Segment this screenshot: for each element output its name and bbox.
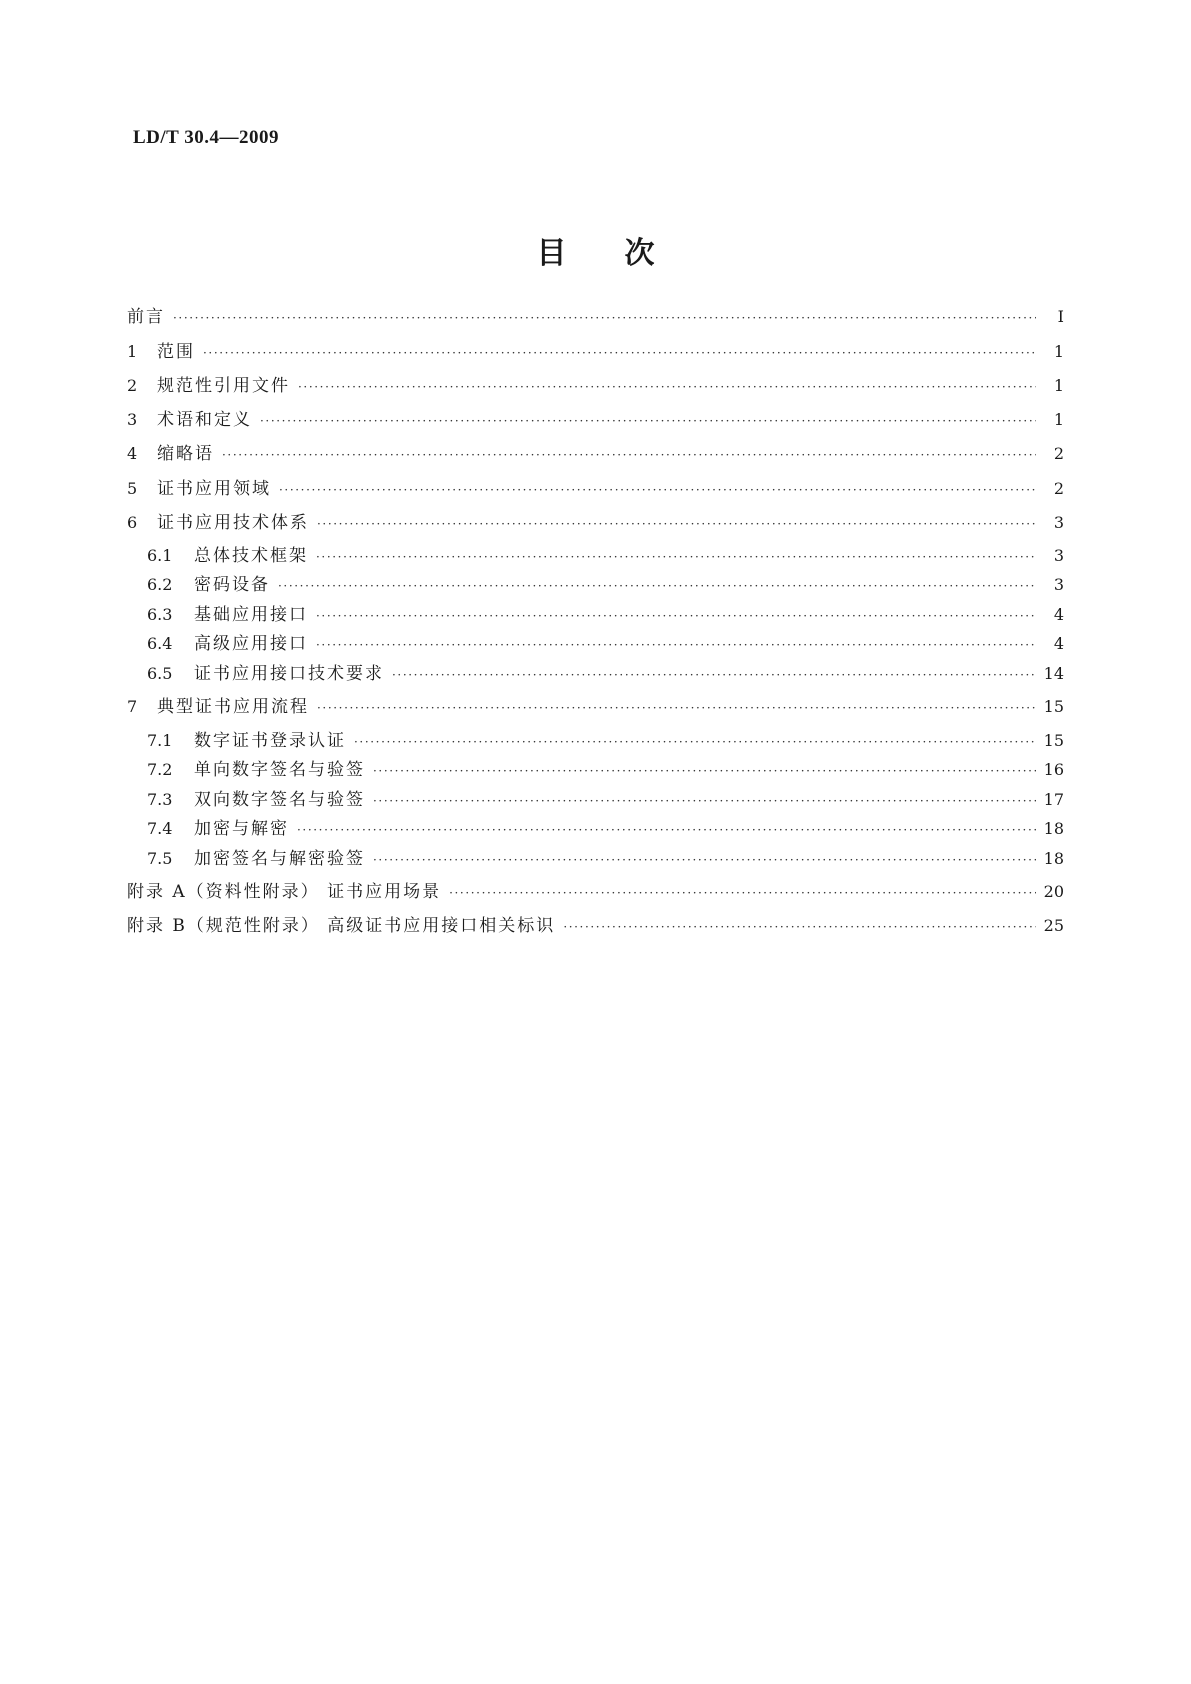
toc-entry-7-1[interactable]	[147, 726, 1064, 756]
toc-entry-label: 附录 B（规范性附录） 高级证书应用接口相关标识	[127, 916, 556, 936]
toc-entry-page: Ⅰ	[1057, 307, 1064, 326]
toc-entry-label: 缩略语	[157, 444, 214, 464]
toc-entry-number: 3	[127, 410, 138, 429]
toc-leader-dots	[222, 440, 1036, 470]
toc-entry-6-3[interactable]	[147, 600, 1064, 630]
toc-entry-6-5[interactable]	[147, 659, 1064, 689]
toc-leader-dots	[260, 406, 1036, 436]
toc-entry-page: 1	[1053, 376, 1064, 395]
toc-entry-7-4[interactable]	[147, 814, 1064, 844]
toc-entry-page: 18	[1043, 819, 1064, 838]
toc-entry-page: 18	[1043, 849, 1064, 868]
toc-leader-dots	[373, 756, 1036, 786]
toc-entry-7-3[interactable]	[147, 785, 1064, 815]
toc-entry-label: 基础应用接口	[194, 605, 308, 625]
toc-entry-number: 6	[127, 513, 138, 532]
toc-entry-label: 总体技术框架	[194, 546, 308, 566]
toc-leader-dots	[279, 475, 1036, 505]
toc-entry-2[interactable]	[127, 371, 1064, 401]
toc-entry-number: 7	[127, 697, 138, 716]
toc-entry-label: 证书应用接口技术要求	[194, 664, 384, 684]
toc-leader-dots	[373, 845, 1036, 875]
toc-entry-label: 加密与解密	[194, 819, 289, 839]
toc-entry-7-5[interactable]	[147, 844, 1064, 874]
toc-leader-dots	[317, 509, 1036, 539]
toc-entry-label: 数字证书登录认证	[194, 731, 346, 751]
toc-entry-label: 附录 A（资料性附录） 证书应用场景	[127, 882, 442, 902]
toc-entry-6-1[interactable]	[147, 541, 1064, 571]
toc-leader-dots	[373, 786, 1036, 816]
toc-entry-page: 2	[1053, 479, 1064, 498]
toc-entry-6-4[interactable]	[147, 629, 1064, 659]
document-code: LD/T 30.4—2009	[133, 127, 280, 148]
toc-entry-page: 17	[1043, 790, 1064, 809]
toc-leader-dots	[317, 693, 1036, 723]
toc-entry-3[interactable]	[127, 405, 1064, 435]
toc-leader-dots	[203, 338, 1036, 368]
toc-entry-4[interactable]	[127, 439, 1064, 469]
toc-entry-page: 14	[1043, 664, 1064, 683]
toc-entry-number: 6.3	[147, 605, 173, 624]
toc-entry-number: 6.4	[147, 634, 173, 653]
toc-entry-label: 双向数字签名与验签	[194, 790, 365, 810]
toc-entry-page: 4	[1053, 634, 1064, 653]
toc-entry-label: 高级应用接口	[194, 634, 308, 654]
toc-entry-number: 6.1	[147, 546, 173, 565]
toc-entry-page: 3	[1053, 546, 1064, 565]
toc-entry-number: 7.5	[147, 849, 173, 868]
toc-entry-7[interactable]	[127, 692, 1064, 722]
toc-leader-dots	[316, 542, 1036, 572]
toc-entry-number: 7.3	[147, 790, 173, 809]
toc-leader-dots	[316, 630, 1036, 660]
toc-entry-label: 加密签名与解密验签	[194, 849, 365, 869]
toc-entry-number: 4	[127, 444, 138, 463]
toc-leader-dots	[449, 878, 1036, 908]
toc-leader-dots	[297, 815, 1036, 845]
toc-entry-page: 16	[1043, 760, 1064, 779]
toc-entry-page: 1	[1053, 342, 1064, 361]
toc-entry-label: 范围	[157, 342, 195, 362]
toc-leader-dots	[354, 727, 1036, 757]
toc-leader-dots	[298, 372, 1036, 402]
toc-entry-page: 1	[1053, 410, 1064, 429]
toc-entry-label: 证书应用领域	[157, 479, 271, 499]
toc-entry-number: 7.2	[147, 760, 173, 779]
toc-entry-7-2[interactable]	[147, 755, 1064, 785]
toc-entry-page: 20	[1043, 882, 1064, 901]
toc-entry-number: 7.4	[147, 819, 173, 838]
toc-entry-label: 术语和定义	[157, 410, 252, 430]
toc-entry-label: 单向数字签名与验签	[194, 760, 365, 780]
toc-leader-dots	[173, 303, 1036, 333]
page-title: 目次	[536, 236, 713, 271]
toc-entry-appendix-a[interactable]	[127, 877, 1064, 907]
toc-entry-page: 4	[1053, 605, 1064, 624]
toc-entry-page: 25	[1043, 916, 1064, 935]
toc-entry-number: 6.2	[147, 575, 173, 594]
toc-entry-page: 15	[1043, 697, 1064, 716]
toc-leader-dots	[316, 601, 1036, 631]
toc-entry-number: 5	[127, 479, 138, 498]
toc-entry-number: 2	[127, 376, 138, 395]
toc-entry-foreword[interactable]	[127, 302, 1064, 332]
toc-entry-label: 前言	[127, 307, 165, 327]
toc-entry-number: 6.5	[147, 664, 173, 683]
toc-entry-label: 密码设备	[194, 575, 270, 595]
toc-entry-label: 典型证书应用流程	[157, 697, 309, 717]
toc-entry-6-2[interactable]	[147, 570, 1064, 600]
toc-entry-number: 7.1	[147, 731, 173, 750]
toc-entry-label: 规范性引用文件	[157, 376, 290, 396]
toc-entry-number: 1	[127, 342, 138, 361]
toc-entry-1[interactable]	[127, 337, 1064, 367]
toc-leader-dots	[392, 660, 1036, 690]
toc-entry-5[interactable]	[127, 474, 1064, 504]
toc-entry-page: 3	[1053, 513, 1064, 532]
toc-entry-label: 证书应用技术体系	[157, 513, 309, 533]
toc-entry-page: 3	[1053, 575, 1064, 594]
toc-entry-appendix-b[interactable]	[127, 911, 1064, 941]
toc-leader-dots	[563, 912, 1036, 942]
toc-entry-page: 15	[1043, 731, 1064, 750]
toc-entry-page: 2	[1053, 444, 1064, 463]
toc-leader-dots	[278, 571, 1036, 601]
toc-entry-6[interactable]	[127, 508, 1064, 538]
